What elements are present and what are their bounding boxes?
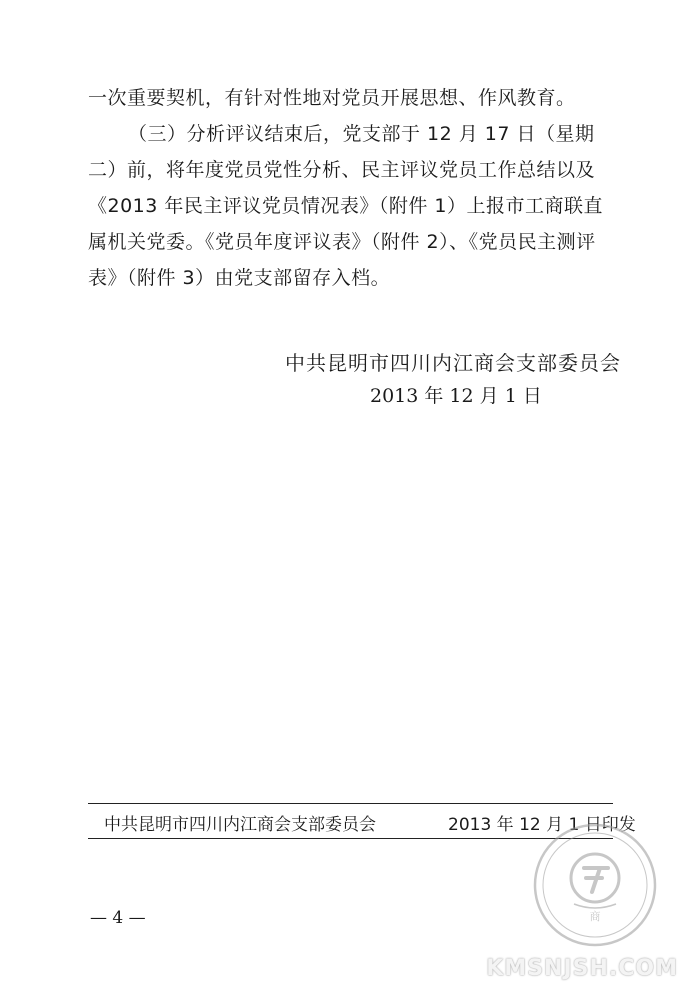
paragraph-continuation: 一次重要契机，有针对性地对党员开展思想、作风教育。	[88, 87, 576, 109]
chamber-seal-watermark-icon	[530, 820, 660, 950]
seal-center-text: 商	[589, 910, 601, 923]
footer-top-rule	[88, 803, 613, 804]
signature-date: 2013 年 12 月 1 日	[370, 385, 542, 407]
footer-issue-date: 2013 年 12 月 1 日印发	[448, 815, 636, 835]
footer-issuer: 中共昆明市四川内江商会支部委员会	[104, 815, 376, 835]
page-number: — 4 —	[90, 908, 146, 928]
document-body	[88, 80, 618, 296]
paragraph-section-3: （三）分析评议结束后，党支部于 12 月 17 日（星期二）前，将年度党员党性分析、民主评议党员工作总结以及《2013 年民主评议党员情况表》（附件 1）上报市工商联直属机关党委。《党员年度评议表》（附件 2）、《党员民主测评表》（附件 3）由党支部留存入档。	[88, 123, 604, 289]
site-watermark: KMSNJSH.COM	[486, 956, 678, 981]
signature-organization: 中共昆明市四川内江商会支部委员会	[285, 351, 621, 375]
